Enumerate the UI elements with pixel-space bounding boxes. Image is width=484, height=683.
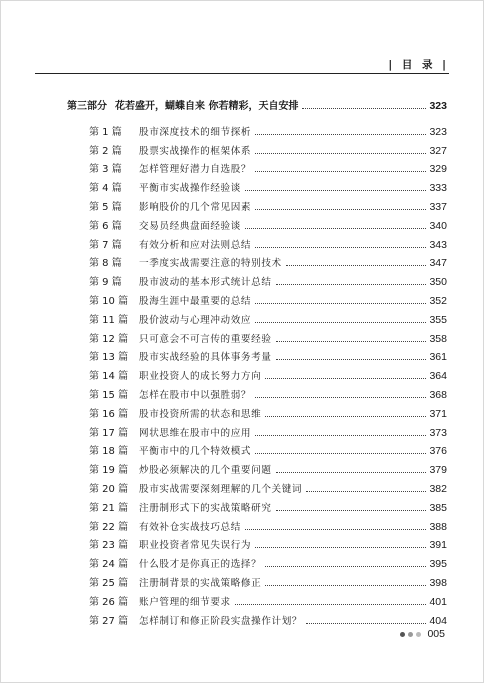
chapter-title: 职业投资人的成长努力方向 <box>139 371 262 383</box>
page-number: 005 <box>427 628 445 640</box>
toc-chapter-entry[interactable] <box>67 612 447 631</box>
dot-leader <box>276 471 427 473</box>
chapter-page-number: 398 <box>429 576 447 589</box>
toc-chapter-entry[interactable] <box>67 198 447 217</box>
dot-leader <box>265 565 426 567</box>
chapter-number: 第 17 篇 <box>89 427 129 439</box>
chapter-number: 第 15 篇 <box>89 389 129 401</box>
chapter-page-number: 395 <box>429 558 447 571</box>
chapter-number: 第 22 篇 <box>89 521 129 533</box>
chapter-page-number: 327 <box>429 144 447 157</box>
chapter-number: 第 8 篇 <box>89 258 122 270</box>
toc-chapter-entry[interactable] <box>67 442 447 461</box>
chapter-number: 第 23 篇 <box>89 540 129 552</box>
running-head: | 目 录 | <box>388 59 449 71</box>
toc-chapter-entry[interactable] <box>67 424 447 443</box>
part-page-number: 323 <box>429 100 447 112</box>
dot-leader <box>245 528 427 530</box>
chapter-page-number: 371 <box>429 407 447 420</box>
chapter-page-number: 358 <box>429 332 447 345</box>
toc-chapter-entry[interactable] <box>67 593 447 612</box>
chapter-page-number: 333 <box>429 182 447 195</box>
dot-leader <box>255 321 426 323</box>
dot-leader <box>255 208 426 210</box>
toc-chapter-entry[interactable] <box>67 386 447 405</box>
dot-leader <box>255 133 426 135</box>
dot-leader <box>286 264 427 266</box>
toc-chapter-entry[interactable] <box>67 536 447 555</box>
toc-chapter-entry[interactable] <box>67 555 447 574</box>
chapter-page-number: 355 <box>429 313 447 326</box>
chapter-number: 第 1 篇 <box>89 126 122 138</box>
table-of-contents <box>67 97 447 630</box>
chapter-number: 第 9 篇 <box>89 277 122 289</box>
chapter-page-number: 385 <box>429 501 447 514</box>
chapter-title: 怎样在股市中以强胜弱？ <box>139 389 252 401</box>
chapter-title: 有效补仓实战技巧总结 <box>139 521 241 533</box>
dot-leader <box>255 246 426 248</box>
toc-chapter-entry[interactable] <box>67 236 447 255</box>
chapter-number: 第 4 篇 <box>89 183 122 195</box>
dot-leader <box>245 227 427 229</box>
chapter-number: 第 25 篇 <box>89 577 129 589</box>
chapter-number: 第 2 篇 <box>89 145 122 157</box>
chapter-page-number: 404 <box>429 614 447 627</box>
chapter-title: 职业投资者常见失误行为 <box>139 540 252 552</box>
dot-leader <box>235 603 427 605</box>
dot-leader <box>276 509 427 511</box>
chapter-number: 第 13 篇 <box>89 352 129 364</box>
toc-chapter-entry[interactable] <box>67 123 447 142</box>
toc-chapter-entry[interactable] <box>67 292 447 311</box>
chapter-number: 第 5 篇 <box>89 201 122 213</box>
chapter-title: 股市实战经验的具体事务考量 <box>139 352 272 364</box>
chapter-title: 股市波动的基本形式统计总结 <box>139 277 272 289</box>
chapter-page-number: 337 <box>429 200 447 213</box>
chapter-page-number: 361 <box>429 351 447 364</box>
chapter-page-number: 368 <box>429 388 447 401</box>
dot-leader <box>306 490 426 492</box>
chapter-title: 有效分析和应对法则总结 <box>139 239 252 251</box>
chapter-number: 第 27 篇 <box>89 615 129 627</box>
chapter-number: 第 3 篇 <box>89 164 122 176</box>
chapter-number: 第 6 篇 <box>89 220 122 232</box>
dot-leader <box>255 434 426 436</box>
chapter-page-number: 379 <box>429 464 447 477</box>
toc-chapter-entry[interactable] <box>67 499 447 518</box>
chapter-page-number: 388 <box>429 520 447 533</box>
dot-leader <box>265 377 426 379</box>
toc-chapter-entry[interactable] <box>67 311 447 330</box>
header-rule <box>35 73 449 74</box>
page-folio <box>400 628 445 640</box>
dot-leader <box>255 302 426 304</box>
dot-leader <box>255 396 426 398</box>
chapter-title: 炒股必须解决的几个重要问题 <box>139 465 272 477</box>
chapter-page-number: 329 <box>429 163 447 176</box>
chapter-page-number: 376 <box>429 445 447 458</box>
chapter-title: 股票实战操作的框架体系 <box>139 145 252 157</box>
chapter-page-number: 401 <box>429 595 447 608</box>
part-label: 第三部分 <box>67 101 107 112</box>
chapter-title: 怎样制订和修正阶段实盘操作计划？ <box>139 615 303 627</box>
folio-dot-icon <box>400 632 405 637</box>
chapter-title: 股价波动与心理冲动效应 <box>139 314 252 326</box>
chapter-title: 一季度实战需要注意的特别技术 <box>139 258 282 270</box>
chapter-number: 第 19 篇 <box>89 465 129 477</box>
chapter-number: 第 16 篇 <box>89 408 129 420</box>
chapter-title: 网状思维在股市中的应用 <box>139 427 252 439</box>
chapter-page-number: 373 <box>429 426 447 439</box>
chapter-title: 股海生涯中最重要的总结 <box>139 295 252 307</box>
chapter-number: 第 18 篇 <box>89 446 129 458</box>
dot-leader <box>255 452 426 454</box>
chapter-title: 注册制背景的实战策略修正 <box>139 577 262 589</box>
toc-chapter-entry[interactable] <box>67 217 447 236</box>
chapter-number: 第 10 篇 <box>89 295 129 307</box>
toc-chapter-entry[interactable] <box>67 461 447 480</box>
chapter-page-number: 350 <box>429 276 447 289</box>
dot-leader <box>276 358 427 360</box>
chapter-page-number: 391 <box>429 539 447 552</box>
toc-chapter-entry[interactable] <box>67 574 447 593</box>
chapter-title: 股市实战需要深刻理解的几个关键词 <box>139 483 303 495</box>
chapter-number: 第 24 篇 <box>89 559 129 571</box>
toc-chapter-entry[interactable] <box>67 160 447 179</box>
chapter-title: 什么股才是你真正的选择？ <box>139 559 262 571</box>
chapter-title: 账户管理的细节要求 <box>139 596 231 608</box>
toc-chapter-entry[interactable] <box>67 367 447 386</box>
chapter-page-number: 347 <box>429 257 447 270</box>
chapter-title: 平衡市实战操作经验谈 <box>139 183 241 195</box>
chapter-number: 第 26 篇 <box>89 596 129 608</box>
chapter-title: 注册制形式下的实战策略研究 <box>139 502 272 514</box>
toc-chapter-entry[interactable] <box>67 273 447 292</box>
toc-chapter-entry[interactable] <box>67 330 447 349</box>
chapter-page-number: 343 <box>429 238 447 251</box>
chapter-title: 交易员经典盘面经验谈 <box>139 220 241 232</box>
dot-leader <box>265 584 426 586</box>
toc-chapter-entry[interactable] <box>67 518 447 537</box>
chapter-page-number: 382 <box>429 482 447 495</box>
toc-chapter-entry[interactable] <box>67 179 447 198</box>
toc-chapter-entry[interactable] <box>67 405 447 424</box>
folio-dot-icon <box>416 632 421 637</box>
chapter-title: 影响股价的几个常见因素 <box>139 201 252 213</box>
dot-leader <box>255 170 426 172</box>
toc-chapter-entry[interactable] <box>67 348 447 367</box>
toc-chapter-entry[interactable] <box>67 480 447 499</box>
chapter-number: 第 14 篇 <box>89 371 129 383</box>
dot-leader <box>265 415 426 417</box>
dot-leader <box>276 283 427 285</box>
chapter-title: 平衡市中的几个特效模式 <box>139 446 252 458</box>
dot-leader <box>306 622 426 624</box>
chapter-page-number: 340 <box>429 219 447 232</box>
chapter-title: 股市深度技术的细节探析 <box>139 126 252 138</box>
dot-leader <box>276 340 427 342</box>
chapter-number: 第 20 篇 <box>89 483 129 495</box>
dot-leader <box>245 189 427 191</box>
chapter-page-number: 364 <box>429 370 447 383</box>
dot-leader <box>255 152 426 154</box>
part-title: 花若盛开，蝴蝶自来 你若精彩，天自安排 <box>115 101 299 112</box>
folio-dot-icon <box>408 632 413 637</box>
toc-part-entry[interactable] <box>67 97 447 116</box>
chapter-number: 第 7 篇 <box>89 239 122 251</box>
toc-chapter-entry[interactable] <box>67 254 447 273</box>
dot-leader <box>302 107 426 109</box>
chapter-title: 怎样管理好潜力自选股？ <box>139 164 252 176</box>
chapter-number: 第 12 篇 <box>89 333 129 345</box>
chapter-number: 第 21 篇 <box>89 502 129 514</box>
toc-chapter-entry[interactable] <box>67 142 447 161</box>
chapter-title: 只可意会不可言传的重要经验 <box>139 333 272 345</box>
dot-leader <box>255 546 426 548</box>
chapter-list <box>67 123 447 631</box>
chapter-page-number: 352 <box>429 294 447 307</box>
chapter-page-number: 323 <box>429 125 447 138</box>
chapter-title: 股市投资所需的状态和思维 <box>139 408 262 420</box>
chapter-number: 第 11 篇 <box>89 314 129 326</box>
